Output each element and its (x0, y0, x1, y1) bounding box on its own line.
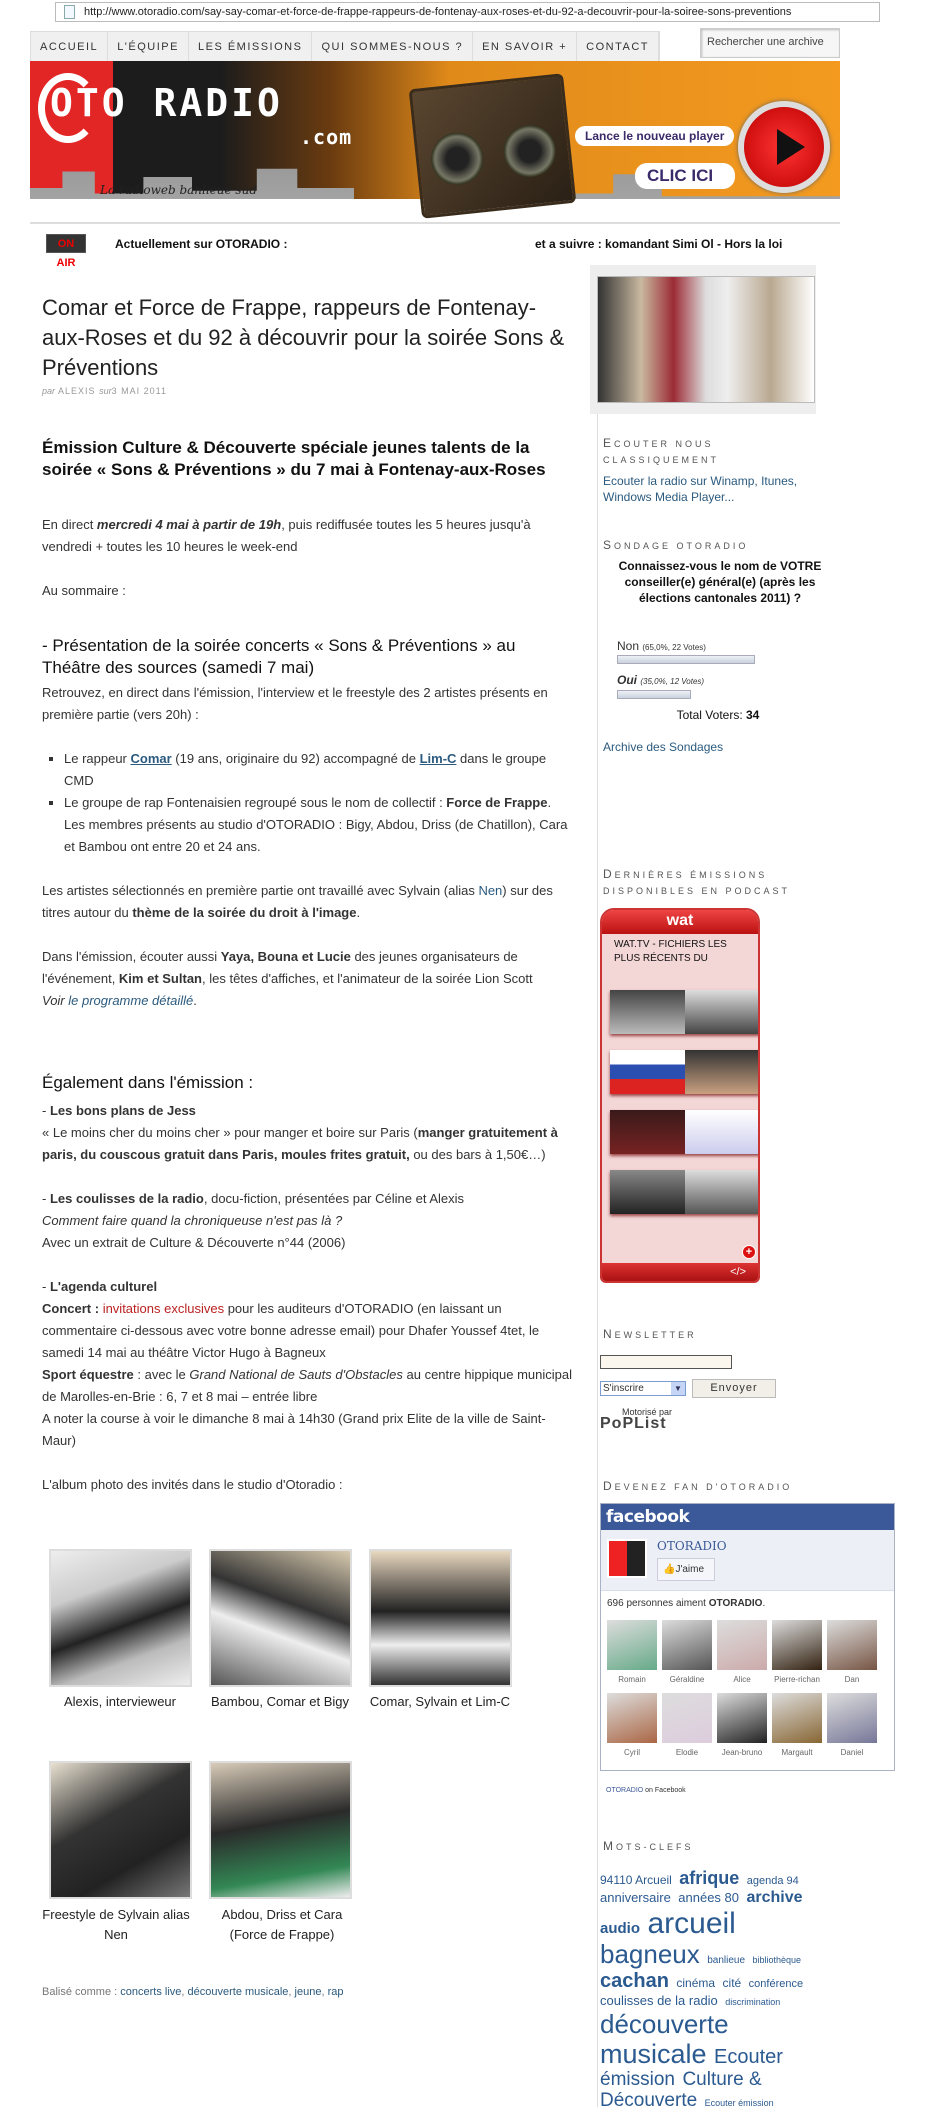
tags-heading: MOTS-CLEFS (603, 1839, 694, 1853)
url-text: http://www.otoradio.com/say-say-comar-et-force-de-frappe-rappeurs-de-fontenay-aux-roses-et-du-92-a-decouvrir-pour-la-soiree-sons-preventions (84, 6, 792, 18)
poll-option: Non (65,0%, 22 Votes) (617, 639, 706, 653)
photo-thumbnail[interactable] (209, 1549, 352, 1687)
nav-accueil[interactable]: ACCUEIL (31, 32, 108, 61)
featured-photo-box (590, 265, 816, 414)
artist-list (42, 748, 572, 858)
poll-option: Oui (35,0%, 12 Votes) (617, 673, 705, 687)
photo-caption: Abdou, Driss et Cara (Force de Frappe) (221, 1907, 343, 1942)
newsletter-heading: NEWSLETTER (603, 1327, 697, 1341)
fan-heading: DEVENEZ FAN D'OTORADIO (603, 1479, 793, 1493)
paragraph: - Les bons plans de Jess « Le moins cher du moins cher » pour manger et boire sur Paris (manger gratuitement à paris, du couscous gratuit dans Paris, moules frites gratuit, ou des bars à 1,50€…) (42, 1103, 558, 1162)
paragraph: Dans l'émission, écouter aussi Yaya, Bouna et Lucie des jeunes organisateurs de l'événement, Kim et Sultan, les têtes d'affiches, et l'animateur de la soirée Lion Scott Voir le programme détaillé. (42, 949, 533, 1008)
fan-avatar[interactable] (827, 1620, 877, 1670)
article-title: Comar et Force de Frappe, rappeurs de Fontenay-aux-Roses et du 92 à découvrir pour la soirée Sons & Préventions (42, 295, 565, 380)
page-icon (64, 5, 75, 19)
nav-emissions[interactable]: LES ÉMISSIONS (189, 32, 312, 61)
fan-avatar[interactable] (827, 1693, 877, 1743)
poll-question: Connaissez-vous le nom de VOTRE conseiller(e) général(e) (après les élections cantonales 2011) ? (618, 559, 822, 605)
player-cta[interactable]: CLIC ICI (635, 163, 735, 189)
listen-heading: ECOUTER NOUS CLASSIQUEMENT (603, 436, 720, 465)
tag-cloud-link[interactable]: Ecouter (714, 2045, 783, 2068)
video-thumbnail[interactable] (610, 1110, 760, 1154)
tag-cloud-link[interactable]: 94110 Arcueil (600, 1873, 672, 1887)
boombox-illustration (409, 73, 577, 218)
facebook-logo: facebook (601, 1504, 894, 1530)
fan-avatar[interactable] (607, 1620, 657, 1670)
tag-cloud-link[interactable]: Culture & (682, 2069, 762, 2091)
poplist-logo[interactable]: Motorisé par PoPList (600, 1407, 673, 1432)
tag-list: Balisé comme : concerts live, découverte musicale, jeune, rap (42, 1986, 344, 1998)
fan-name[interactable]: Margault (781, 1748, 813, 1757)
wat-widget (600, 908, 760, 1283)
article-body-1 (42, 682, 572, 1012)
video-thumbnail[interactable] (610, 1170, 760, 1214)
comar-link[interactable]: Comar (130, 751, 172, 766)
nav-contact[interactable]: CONTACT (577, 32, 659, 61)
tag-cloud-link[interactable]: audio (600, 1919, 640, 1937)
divider (30, 222, 840, 224)
listen-link[interactable]: Ecouter la radio sur Winamp, Itunes, Windows Media Player... (603, 474, 798, 504)
article-subtitle: Émission Culture & Découverte spéciale jeunes talents de la soirée « Sons & Préventions » du 7 mai à Fontenay-aux-Roses (42, 438, 546, 479)
nav-en-savoir[interactable]: EN SAVOIR + (473, 32, 577, 61)
fan-name[interactable]: Dan (844, 1675, 860, 1684)
paragraph: - Les coulisses de la radio, docu-fiction, présentées par Céline et Alexis Comment faire quand la chroniqueuse n'est pas là ? Avec un extrait de Culture & Découverte n°44 (2006) (42, 1191, 464, 1250)
chevron-down-icon: ▼ (671, 1382, 685, 1395)
poll-total: Total Voters: 34 (676, 708, 760, 722)
photo-caption: Comar, Sylvain et Lim-C (369, 1694, 511, 1709)
header-banner[interactable] (30, 61, 840, 221)
tag-link[interactable]: jeune (294, 1986, 322, 1998)
paragraph: Retrouvez, en direct dans l'émission, l'interview et le freestyle des 2 artistes présents en première partie (vers 20h) : (42, 685, 548, 722)
poll-heading: SONDAGE OTORADIO (603, 538, 749, 552)
poll-bar (617, 690, 691, 699)
programme-link[interactable]: le programme détaillé (68, 993, 194, 1008)
embed-icon[interactable]: </> (602, 1263, 758, 1281)
nav-equipe[interactable]: L'ÉQUIPE (108, 32, 189, 61)
tag-cloud-link[interactable]: archive (746, 1888, 803, 1906)
article-body-2 (42, 1100, 572, 1496)
tag-cloud-link[interactable]: émission (600, 2069, 675, 2091)
search-input[interactable]: Rechercher une archive (700, 28, 840, 58)
fan-name[interactable]: Romain (618, 1675, 646, 1684)
fan-avatar[interactable] (662, 1693, 712, 1743)
date: 3 MAI 2011 (111, 386, 167, 396)
tagline: La radioweb banlieue sud (100, 183, 257, 197)
tag-cloud-link[interactable]: afrique (679, 1868, 740, 1888)
tag-cloud-link[interactable]: Découverte (600, 2090, 698, 2112)
fan-name[interactable]: Cyril (624, 1748, 640, 1757)
photo-caption: Bambou, Comar et Bigy (210, 1694, 349, 1709)
page-name[interactable]: OTORADIO (657, 1539, 727, 1553)
tag-cloud-link[interactable]: cinéma (676, 1975, 716, 1990)
photo-thumbnail[interactable] (49, 1549, 192, 1687)
tag-cloud-link[interactable]: découverte (600, 2008, 729, 2039)
list-item: ▪ Le rappeur Comar (19 ans, originaire du 92) accompagné de Lim-C dans le groupe CMD (64, 748, 572, 792)
podcast-heading: DERNIÈRES ÉMISSIONS DISPONIBLES EN PODCAST (603, 867, 791, 896)
logo-suffix: .com (300, 125, 353, 149)
tag-cloud-link[interactable]: Ecouter émission (704, 2098, 774, 2109)
fan-avatar[interactable] (772, 1693, 822, 1743)
tag-cloud-link[interactable]: agenda 94 (746, 1875, 799, 1887)
photo-caption: Freestyle de Sylvain alias Nen (42, 1907, 190, 1942)
photo-thumbnail[interactable] (49, 1761, 192, 1899)
poll-bar (617, 655, 755, 664)
fan-name[interactable]: Pierre-richan (774, 1675, 820, 1684)
address-bar[interactable] (55, 2, 880, 22)
logo-swoosh-icon (38, 73, 98, 143)
summary-label: Au sommaire : (42, 583, 126, 598)
wat-logo: wat (602, 910, 758, 934)
on-air-badge: ON AIR (46, 234, 86, 253)
tag-cloud-link[interactable]: arcueil (647, 1906, 736, 1940)
featured-photo[interactable] (597, 276, 815, 403)
fan-name[interactable]: Jean-bruno (721, 1748, 763, 1757)
lim-c-link[interactable]: Lim-C (419, 751, 457, 766)
tag-cloud (600, 1868, 835, 2112)
broadcast-info: En direct mercredi 4 mai à partir de 19h, puis rediffusée toutes les 5 heures jusqu'à vendredi + toutes les 10 heures le week-end (42, 517, 531, 554)
play-icon[interactable] (738, 101, 830, 193)
fan-avatar[interactable] (662, 1620, 712, 1670)
fan-avatar[interactable] (607, 1693, 657, 1743)
column-divider (597, 265, 598, 2107)
section-heading: Également dans l'émission : (42, 1073, 254, 1092)
video-thumbnail[interactable] (610, 1050, 760, 1094)
list-item: ▪ Le groupe de rap Fontenaisien regroupé sous le nom de collectif : Force de Frappe. Les membres présents au studio d'OTORADIO : Bigy, Abdou, Driss (de Chatillon), Cara et Bambou ont entre 20 et 24 ans. (64, 792, 572, 858)
newsletter-email-input[interactable] (600, 1355, 732, 1369)
tag-link[interactable]: rap (327, 1986, 344, 1998)
tag-cloud-link[interactable]: musicale (600, 2038, 707, 2069)
tag-cloud-link[interactable]: banlieue (707, 1955, 746, 1967)
player-promo-text[interactable]: Lance le nouveau player (575, 126, 734, 146)
nen-link[interactable]: Nen (478, 883, 503, 898)
fan-avatar[interactable] (772, 1620, 822, 1670)
plus-icon[interactable]: + (742, 1245, 756, 1259)
tag-link[interactable]: concerts live (120, 1986, 182, 1998)
tag-cloud-link[interactable]: anniversaire (600, 1889, 671, 1905)
paragraph: - L'agenda culturel Concert : invitations exclusives pour les auditeurs d'OTORADIO (en laissant un commentaire ci-dessous avec votre bonne adresse email) pour Dhafer Youssef 4tet, le samedi 14 mai au théâtre Victor Hugo à Bagneux Sport équestre : avec le Grand National de Sauts d'Obstacles au centre hippique municipal de Marolles-en-Brie : 6, 7 et 8 mai – entrée libre A noter la course à voir le dimanche 8 mai à 14h30 (Grand prix Elite de la ville de Saint-Maur) (42, 1279, 572, 1448)
article-meta (42, 386, 572, 396)
tag-cloud-link[interactable]: coulisses de la radio (600, 1992, 718, 2008)
logo-text: OTO RADIO (50, 81, 283, 125)
fan-name[interactable]: Elodie (675, 1748, 699, 1757)
newsletter-select[interactable] (600, 1381, 686, 1396)
tag-cloud-link[interactable]: années 80 (678, 1889, 740, 1905)
like-button[interactable]: 👍J'aime (657, 1558, 715, 1581)
fan-name[interactable]: Alice (733, 1675, 751, 1684)
up-next: et a suivre : komandant Simi Ol - Hors la loi (535, 237, 783, 251)
tag-cloud-link[interactable]: discrimination (725, 1996, 781, 2007)
thumbs-up-icon: 👍 (663, 1564, 676, 1575)
newsletter-submit-button[interactable]: Envoyer (692, 1379, 776, 1398)
fan-count: 696 personnes aiment OTORADIO. (607, 1598, 766, 1609)
video-thumbnail[interactable] (610, 990, 760, 1034)
tag-cloud-link[interactable]: cité (722, 1975, 742, 1990)
section-heading: - Présentation de la soirée concerts « Sons & Préventions » au Théâtre des sources (samedi 7 mai) (42, 636, 516, 677)
invitations-link[interactable]: invitations exclusives (102, 1301, 225, 1316)
fan-name[interactable]: Géraldine (669, 1675, 705, 1684)
fan-name[interactable]: Daniel (840, 1748, 864, 1757)
facebook-like-box (600, 1503, 895, 1771)
newsletter-select-value: S'inscrire (603, 1383, 644, 1394)
photo-thumbnail[interactable] (369, 1549, 512, 1687)
nav-qui-sommes-nous[interactable]: QUI SOMMES-NOUS ? (312, 32, 473, 61)
meta-on: sur (99, 386, 112, 396)
fan-avatar[interactable] (717, 1693, 767, 1743)
paragraph: Les artistes sélectionnés en première partie ont travaillé avec Sylvain (alias Nen) sur des titres autour du thème de la soirée du droit à l'image. (42, 883, 553, 920)
tag-cloud-link[interactable]: conférence (748, 1977, 804, 1990)
photo-caption: Alexis, intervieweur (64, 1694, 176, 1709)
tag-cloud-link[interactable]: cachan (600, 1969, 669, 1992)
tag-link[interactable]: découverte musicale (187, 1986, 289, 1998)
tag-cloud-link[interactable]: bagneux (600, 1939, 700, 1970)
wat-title: WAT.TV - FICHIERS LES PLUS RÉCENTS DU (614, 939, 727, 964)
tag-cloud-link[interactable]: bibliothèque (752, 1955, 802, 1966)
photo-thumbnail[interactable] (209, 1761, 352, 1899)
page-avatar[interactable] (607, 1539, 647, 1578)
poll-archive-link[interactable]: Archive des Sondages (603, 740, 724, 754)
site-logo[interactable] (50, 81, 353, 149)
album-intro: L'album photo des invités dans le studio d'Otoradio : (42, 1477, 343, 1492)
now-playing: Actuellement sur OTORADIO : (115, 237, 288, 251)
fan-avatar[interactable] (717, 1620, 767, 1670)
main-nav (30, 31, 660, 61)
facebook-footer-link[interactable]: OTORADIO on Facebook (606, 1787, 686, 1794)
meta-by: par (42, 386, 56, 396)
author[interactable]: ALEXIS (58, 386, 96, 396)
